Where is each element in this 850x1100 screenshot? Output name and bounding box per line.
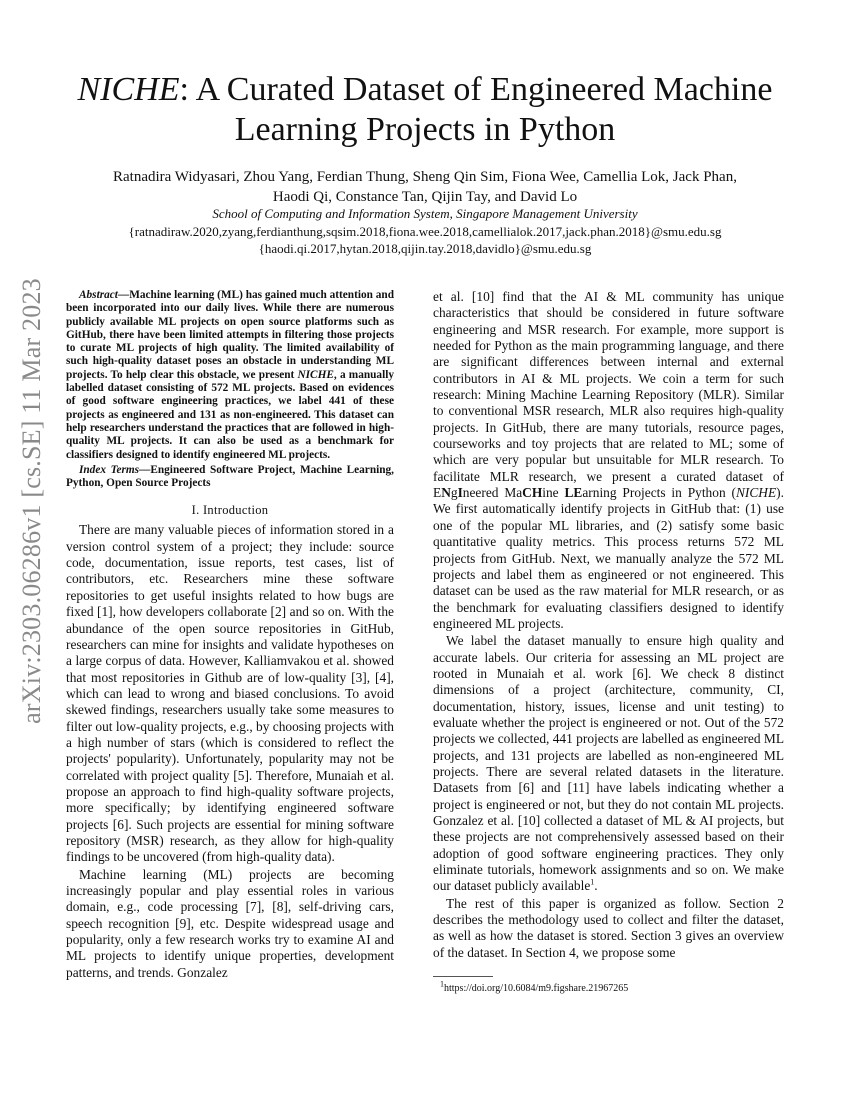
intro-paragraph-1: There are many valuable pieces of information stored in a version control system of a project; they include: source code, documentation, issue reports, test cases, list of contributors, etc. Researchers mine these software repositories to get useful insights related to how bugs are fixed [1], how developers collaborate [2] and so on. With the abundance of the open source repositories in GitHub, researchers can mine for insights and validate hypotheses on a large corpus of data. However, Kalliamvakou et al. showed that most repositories in Github are of low-quality [3], [4], which can lead to wrong and biased conclusions. To avoid skewed findings, researchers usually take some measures to filter out low-quality projects, e.g., by choosing projects with a high number of stars (which is considered to reflect the projects' popularity). Unfortunately, popularity may not be correlated with project quality [5]. Therefore, Munaiah et al. propose an approach to find high-quality software projects, more specifically; by identifying engineered software projects [6]. Such projects are essential for mining software repository (MSR) research, as they allow for high-quality findings to be uncovered (from high-quality data). xyxy=(66,522,395,865)
index-terms-label: Index Terms xyxy=(79,463,140,476)
abstract-label: Abstract xyxy=(79,289,118,301)
abstract: Abstract—Machine learning (ML) has gained much attention and been incorporated into our daily lives. While there are numerous publicly available ML projects on open source platforms such as GitHub, there have been limited attempts in filtering those projects to curate ML projects of high quality. The limited availability of such high-quality dataset poses an obstacle in understanding ML projects. To help clear this obstacle, we present NICHE, a manually labelled dataset consisting of 572 ML projects. Based on evidences of good software engineering practices, we label 441 of these projects as engineered and 131 as non-engineered. This dataset can help researchers understand the practices that are followed in high-quality ML projects. It can also be used as a benchmark for classifiers designed to identify engineered ML projects. xyxy=(66,289,395,461)
arxiv-side-stamp xyxy=(14,278,50,724)
abstract-text: Machine learning (ML) has gained much attention and been incorporated into our daily lives. While there are numerous publicly available ML projects on open source platforms such as GitHub, there have been limited attempts in filtering those projects to curate ML projects of high quality. The limited availability of such high-quality dataset poses an obstacle in understanding ML projects. To help clear this obstacle, we present xyxy=(66,289,394,381)
index-terms: Index Terms—Engineered Software Project, Machine Learning, Python, Open Source Projects xyxy=(66,463,394,490)
left-column xyxy=(66,289,394,982)
right-paragraph-2: We label the dataset manually to ensure high quality and accurate labels. Our criteria for assessing an ML project are rooted in Munaiah et al. work [6]. We check 8 distinct dimensions of a project (architecture, community, CI, documentation, history, issues, license and unit testing) to evaluate whether the project is engineered or not. Out of the 572 projects we collected, 441 projects are labelled as engineered ML projects, and 131 projects are labelled as non-engineered ML projects. There are several related datasets in the literature. Datasets from [6] and [11] have labels indicating whether a project is engineered or not, but they do not contain ML projects. Gonzalez et al. [10] collected a dataset of ML & AI projects, but these projects are not comprehensively assessed based on their adoption of good software engineering practices. They only eliminate tutorials, homework assignments and so on. We make our dataset publicly available$^1$. xyxy=(433,633,784,894)
footnote xyxy=(440,979,629,995)
section-heading-introduction: I. Introduction xyxy=(191,503,269,518)
index-terms-text: Engineered Software Project, Machine Learning, Python, Open Source Projects xyxy=(66,463,394,490)
right-paragraph-3: The rest of this paper is organized as follow. Section 2 describes the methodology used to collect and filter the dataset, as well as how the dataset is stored. Section 3 gives an overview of the dataset. In Section 4, we propose some xyxy=(433,895,784,960)
right-column xyxy=(433,289,784,962)
authors-line2: Haodi Qi, Constance Tan, Qijin Tay, and David Lo xyxy=(272,189,578,205)
title-line1: : A Curated Dataset of Engineered Machine xyxy=(179,71,773,108)
footnote-link[interactable]: https://doi.org/10.6084/m9.figshare.21967265 xyxy=(444,983,629,994)
footnote-divider xyxy=(433,976,493,977)
abstract-text-2: , a manually labelled dataset consisting of 572 ML projects. Based on evidences of good software engineering practices, we label 441 of these projects as engineered and 131 as non-engineered. This dataset can help researchers understand the practices that are followed in high-quality ML projects. It can also be used as a benchmark for classifiers designed to identify engineered ML projects. xyxy=(66,368,395,461)
title-italic: NICHE xyxy=(77,71,180,108)
paper-title xyxy=(60,70,790,150)
arxiv-stamp-text: arXiv:2303.06286v1 [cs.SE] 11 Mar 2023 xyxy=(17,278,46,724)
footnote-mark: 1 xyxy=(440,979,444,989)
email-line-2: {haodi.qi.2017,hytan.2018,qijin.tay.2018,davidlo}@smu.edu.sg xyxy=(258,241,592,256)
authors-line1: Ratnadira Widyasari, Zhou Yang, Ferdian Thung, Sheng Qin Sim, Fiona Wee, Camellia Lok, Jack Phan, xyxy=(113,169,737,185)
right-paragraph-1: et al. [10] find that the AI & ML community has unique characteristics that should be considered in future software engineering and MSR research. For example, more support is needed for Python as the main programming language, and there are significant differences between internal and external contributors in AI & ML projects. We coin a term for such research: Mining Machine Learning Repository (MLR). Similar to conventional MSR research, MLR also requires high-quality projects. In GitHub, there are many tutorials, resource pages, courseworks and toy projects that are related to ML; some of which are very popular but unsuitable for MLR research. To facilitate MLR research, we present a curated dataset of ENgIneered MaCHine LEarning Projects in Python (NICHE). We first automatically identify projects in GitHub that: (1) use one of the popular ML libraries, and (2) satisfy some basic quantitative quality metrics. This process returns 572 ML projects from GitHub. Next, we manually analyze the 572 ML projects and label them as engineered or not engineered. This dataset can be used as the raw material for MLR research, or as the benchmark for evaluating classifiers designed to identify engineered ML projects. xyxy=(433,289,784,631)
email-line-1: {ratnadiraw.2020,zyang,ferdianthung,sqsim.2018,fiona.wee.2018,camellialok.2017,jack.phan.2018}@smu.edu.sg xyxy=(128,224,722,239)
abstract-niche: NICHE xyxy=(297,368,334,381)
intro-paragraph-2: Machine learning (ML) projects are becoming increasingly popular and play essential roles in various domain, e.g., code processing [7], [8], self-driving cars, speech recognition [9], etc. Despite widespread usage and popularity, only a few research works try to examine AI and ML projects to identify unique properties, development patterns, and trends. Gonzalez xyxy=(66,866,394,980)
footnote-ref[interactable]: 1 xyxy=(590,877,595,887)
author-list xyxy=(60,167,790,207)
title-line2: Learning Projects in Python xyxy=(234,111,616,148)
affiliation: School of Computing and Information System, Singapore Management University xyxy=(212,206,638,221)
